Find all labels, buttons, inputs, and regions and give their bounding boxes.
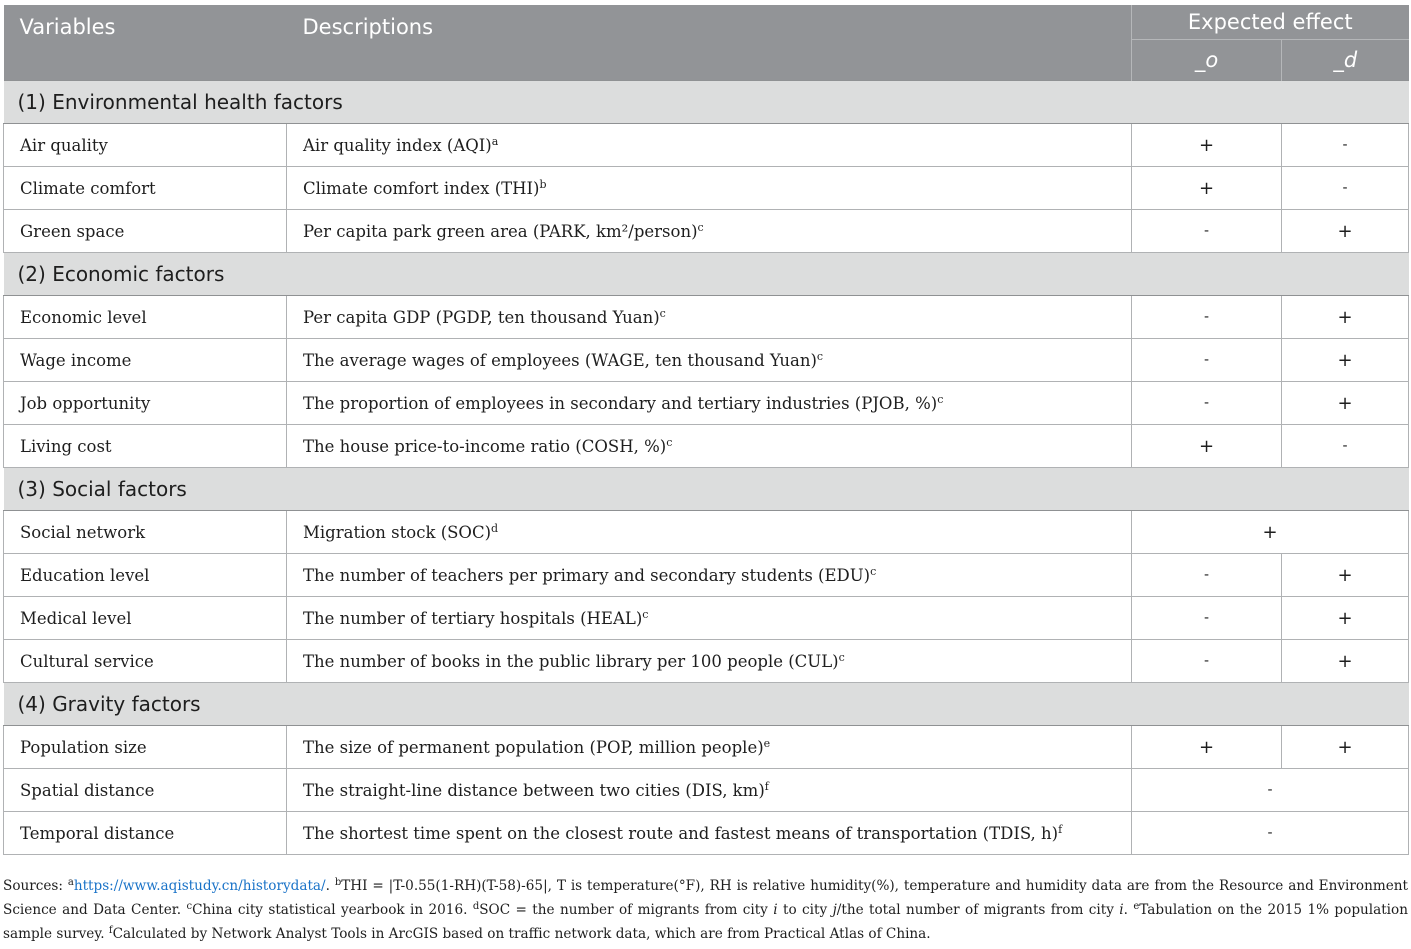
variable-cell: Medical level — [4, 597, 287, 640]
effect-origin-cell: - — [1132, 597, 1282, 640]
table-row — [4, 296, 1409, 339]
section-row — [4, 468, 1409, 511]
footnote-f-mark: f — [108, 925, 113, 936]
variable-cell: Cultural service — [4, 640, 287, 683]
description-text: The size of permanent population (POP, million people) — [303, 737, 764, 757]
description-text: Climate comfort index (THI) — [303, 178, 540, 198]
table-row — [4, 554, 1409, 597]
description-cell — [287, 167, 1132, 210]
effect-destination-cell: + — [1282, 382, 1409, 425]
section-row — [4, 683, 1409, 726]
footnote-c-mark: c — [186, 901, 193, 912]
description-text: The house price-to-income ratio (COSH, %) — [303, 436, 667, 456]
variable-cell: Job opportunity — [4, 382, 287, 425]
section-row — [4, 253, 1409, 296]
section-title: (4) Gravity factors — [4, 683, 1409, 726]
footnote-mark: e — [763, 736, 771, 750]
description-cell — [287, 124, 1132, 167]
effect-combined-cell: - — [1132, 812, 1409, 855]
table-row — [4, 769, 1409, 812]
variable-cell: Wage income — [4, 339, 287, 382]
table-body — [4, 81, 1409, 855]
section-title: (2) Economic factors — [4, 253, 1409, 296]
footnote-d-var-j: j — [832, 902, 837, 918]
footnote-mark: c — [838, 650, 845, 664]
effect-destination-cell: + — [1282, 296, 1409, 339]
description-cell — [287, 640, 1132, 683]
footnote-b-text: THI = |T-0.55(1-RH)(T-58)-65|, T is temperature(°F), RH is relative humidity(%), temperature and humidity data are from the Resource and Environment Science and Data Center. — [3, 878, 1408, 918]
sources-label: Sources: — [3, 878, 68, 894]
table-row — [4, 210, 1409, 253]
table-row — [4, 511, 1409, 554]
variable-cell: Climate comfort — [4, 167, 287, 210]
footnote-b-mark: b — [334, 877, 342, 888]
section-row — [4, 81, 1409, 124]
table-header — [4, 5, 1409, 81]
footnote-d-text-1: SOC = the number of migrants from city — [479, 902, 774, 918]
footnote-d-var-i2: i — [1119, 902, 1124, 918]
table-row — [4, 425, 1409, 468]
description-cell — [287, 425, 1132, 468]
footnote-mark: c — [642, 607, 649, 621]
effect-origin-cell: - — [1132, 382, 1282, 425]
header-descriptions: Descriptions — [287, 5, 1132, 81]
effect-origin-cell: + — [1132, 726, 1282, 769]
table-row — [4, 124, 1409, 167]
footnote-c-text: China city statistical yearbook in 2016. — [192, 902, 473, 918]
section-title: (1) Environmental health factors — [4, 81, 1409, 124]
effect-destination-cell: + — [1282, 554, 1409, 597]
description-cell — [287, 812, 1132, 855]
variable-cell: Temporal distance — [4, 812, 287, 855]
footnote-mark: c — [870, 564, 877, 578]
variable-cell: Green space — [4, 210, 287, 253]
table-row — [4, 382, 1409, 425]
effect-combined-cell: - — [1132, 769, 1409, 812]
footnote-d-mark: d — [472, 901, 480, 912]
effect-destination-cell: + — [1282, 339, 1409, 382]
description-cell — [287, 210, 1132, 253]
effect-destination-cell: - — [1282, 124, 1409, 167]
description-text: The straight-line distance between two cities (DIS, km) — [303, 780, 765, 800]
variable-cell: Education level — [4, 554, 287, 597]
description-text: Migration stock (SOC) — [303, 522, 492, 542]
header-variables: Variables — [4, 5, 287, 81]
table-row — [4, 726, 1409, 769]
effect-destination-cell: + — [1282, 210, 1409, 253]
table-row — [4, 640, 1409, 683]
effect-origin-cell: + — [1132, 425, 1282, 468]
footnote-a-mark: a — [67, 877, 74, 888]
effect-destination-cell: + — [1282, 726, 1409, 769]
header-expected-effect: Expected effect — [1132, 5, 1409, 40]
description-text: Per capita GDP (PGDP, ten thousand Yuan) — [303, 307, 660, 327]
footnote-e-text: Tabulation on the 2015 1% population sample survey. — [3, 902, 1408, 942]
description-cell — [287, 511, 1132, 554]
footnote-f-text: Calculated by Network Analyst Tools in ArcGIS based on traffic network data, which are from Practical Atlas of China. — [112, 926, 931, 942]
table-row — [4, 812, 1409, 855]
description-text: Air quality index (AQI) — [303, 135, 492, 155]
table-footnote — [3, 874, 1408, 946]
header-sub-d: _d — [1282, 40, 1409, 81]
effect-destination-cell: + — [1282, 597, 1409, 640]
footnote-mark: c — [666, 435, 673, 449]
effect-origin-cell: + — [1132, 167, 1282, 210]
aqistudy-link[interactable]: https://www.aqistudy.cn/historydata/ — [73, 878, 326, 894]
effect-destination-cell: - — [1282, 425, 1409, 468]
effect-origin-cell: - — [1132, 210, 1282, 253]
description-cell — [287, 769, 1132, 812]
description-text: The number of books in the public library per 100 people (CUL) — [303, 651, 839, 671]
footnote-mark: c — [697, 220, 704, 234]
footnote-mark: d — [491, 521, 499, 535]
footnote-mark: b — [539, 177, 547, 191]
description-text: The average wages of employees (WAGE, ten thousand Yuan) — [303, 350, 817, 370]
variable-cell: Population size — [4, 726, 287, 769]
footnote-d-text-2: to city — [777, 902, 833, 918]
table-container — [3, 5, 1408, 855]
variable-cell: Spatial distance — [4, 769, 287, 812]
effect-destination-cell: + — [1282, 640, 1409, 683]
description-cell — [287, 339, 1132, 382]
effect-origin-cell: - — [1132, 554, 1282, 597]
variables-table — [3, 5, 1409, 855]
table-row — [4, 167, 1409, 210]
description-text: The proportion of employees in secondary and tertiary industries (PJOB, %) — [303, 393, 938, 413]
description-text: The number of tertiary hospitals (HEAL) — [303, 608, 643, 628]
variable-cell: Air quality — [4, 124, 287, 167]
description-cell — [287, 382, 1132, 425]
footnote-mark: c — [816, 349, 824, 363]
table-row — [4, 597, 1409, 640]
description-cell — [287, 726, 1132, 769]
effect-origin-cell: + — [1132, 124, 1282, 167]
description-cell — [287, 554, 1132, 597]
table-row — [4, 339, 1409, 382]
header-sub-o: _o — [1132, 40, 1282, 81]
description-cell — [287, 597, 1132, 640]
footnote-mark: f — [764, 779, 769, 793]
section-title: (3) Social factors — [4, 468, 1409, 511]
effect-origin-cell: - — [1132, 339, 1282, 382]
description-cell — [287, 296, 1132, 339]
effect-origin-cell: - — [1132, 640, 1282, 683]
footnote-e-mark: e — [1133, 901, 1140, 912]
effect-combined-cell: + — [1132, 511, 1409, 554]
effect-origin-cell: - — [1132, 296, 1282, 339]
footnote-mark: c — [659, 306, 666, 320]
footnote-a-tail: . — [325, 878, 335, 894]
footnote-mark: c — [937, 392, 944, 406]
variable-cell: Economic level — [4, 296, 287, 339]
footnote-mark: a — [491, 134, 499, 148]
footnote-d-var-i: i — [773, 902, 778, 918]
footnote-mark: f — [1058, 822, 1063, 836]
footnote-d-text-3: /the total number of migrants from city — [836, 902, 1120, 918]
variable-cell: Social network — [4, 511, 287, 554]
description-text: Per capita park green area (PARK, km²/person) — [303, 221, 698, 241]
variable-cell: Living cost — [4, 425, 287, 468]
description-text: The number of teachers per primary and secondary students (EDU) — [303, 565, 871, 585]
description-text: The shortest time spent on the closest route and fastest means of transportation (TDIS, h) — [303, 823, 1059, 843]
footnote-d-text-4: . — [1123, 902, 1134, 918]
effect-destination-cell: - — [1282, 167, 1409, 210]
